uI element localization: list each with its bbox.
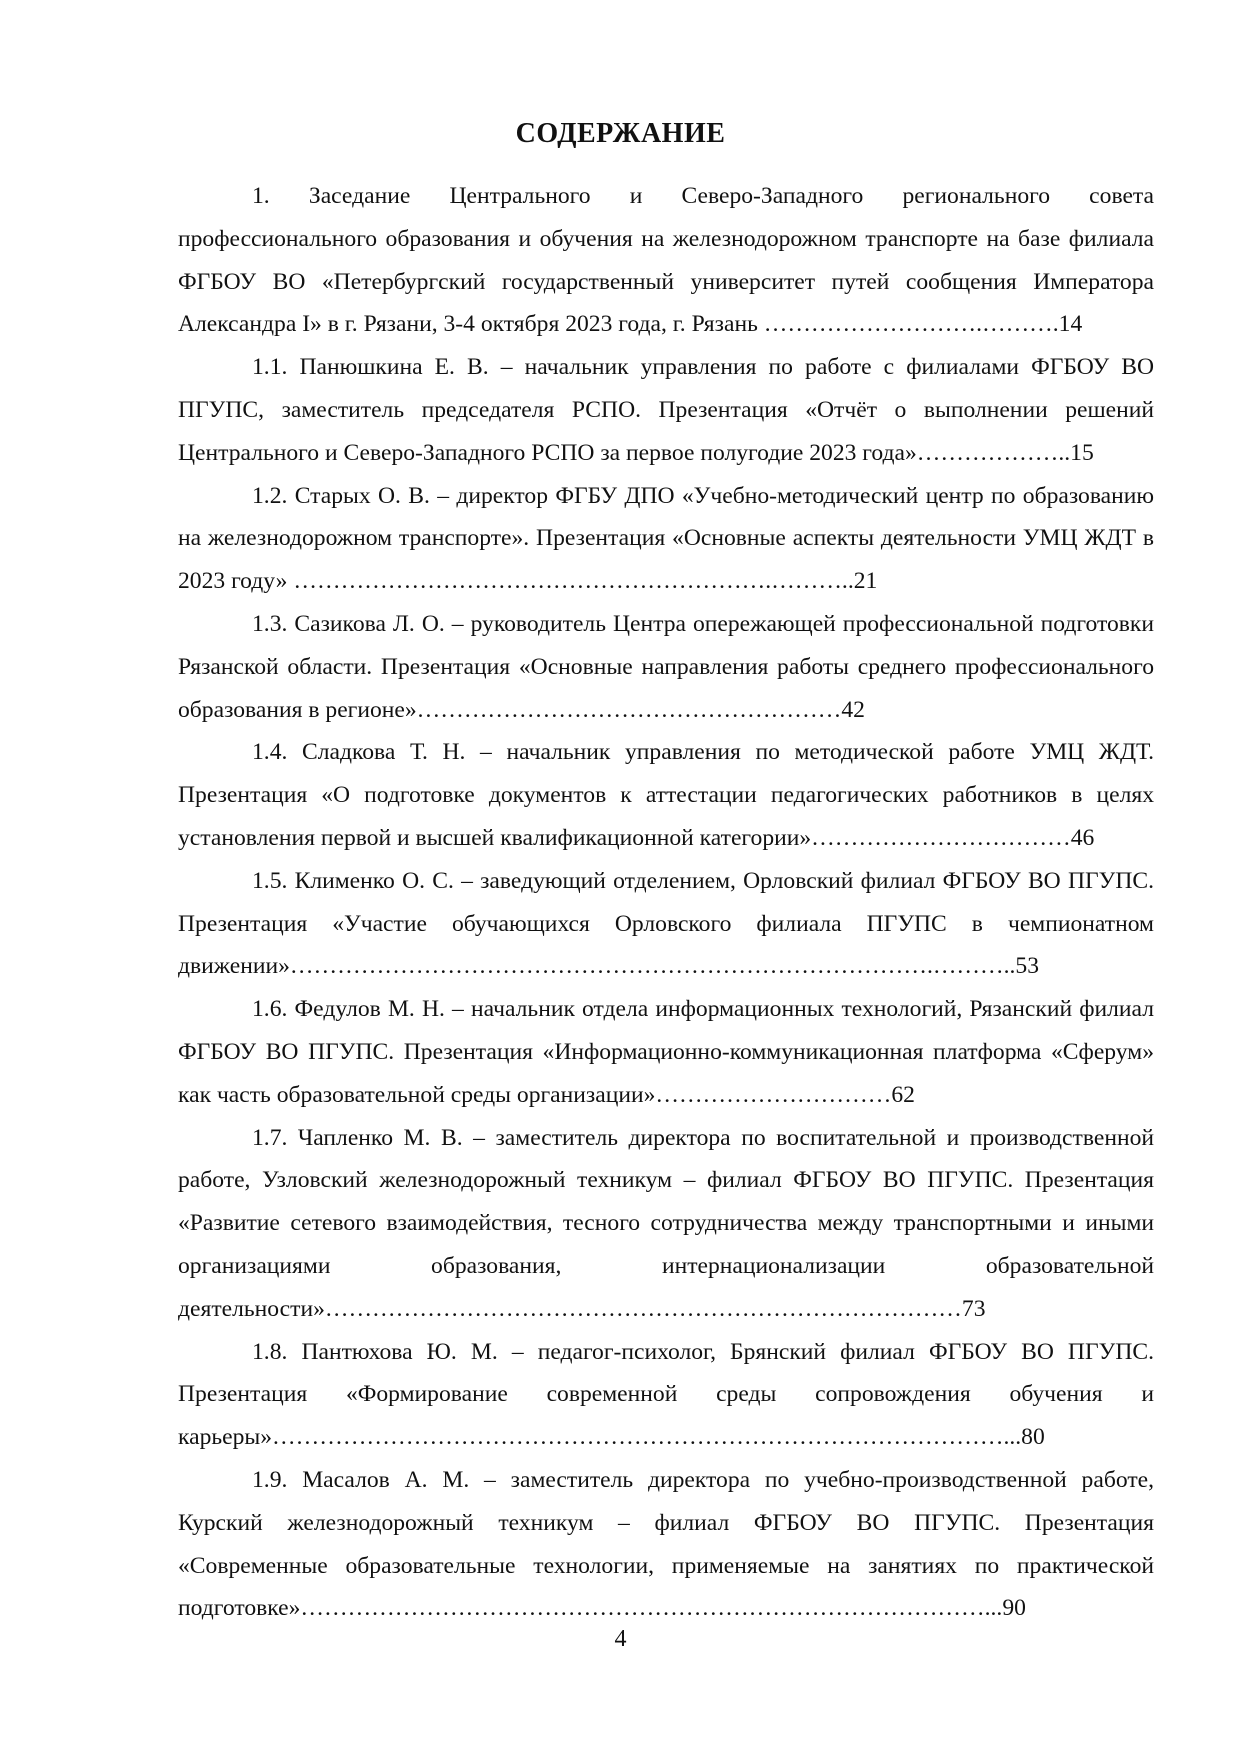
toc-entry-number: 1. (252, 183, 270, 209)
toc-entry-page: 15 (1070, 439, 1094, 466)
toc-entry-page: 14 (1058, 311, 1083, 338)
toc-entry-text: Заседание Центрального и Северо-Западного регионального совета профессионального образования и обучения на железнодорожном транспорте на базе филиала ФГБОУ ВО «Петербургский государственный университет путей сообщения Императора Александра I» в г. Рязани, 3-4 октября 2023 года, г. Рязань ……………………….………. (178, 183, 1154, 338)
toc-entry (178, 1331, 1154, 1459)
toc-entry (178, 175, 1154, 346)
toc-entry-number: 1.9. (252, 1466, 288, 1493)
toc-entry (178, 1117, 1154, 1331)
toc-entry-text: Сладкова Т. Н. – начальник управления по методической работе УМЦ ЖДТ. Презентация «О подготовке документов к аттестации педагогических работников в целях установления первой и высшей квалификационной категории»…………………………… (178, 739, 1154, 851)
toc-entry-text: Пантюхова Ю. М. – педагог-психолог, Брянский филиал ФГБОУ ВО ПГУПС. Презентация «Формирование современной среды сопровождения обучения и карьеры»…………………………………………………………………………………... (178, 1338, 1154, 1451)
toc-entry-text: Масалов А. М. – заместитель директора по учебно-производственной работе, Курский железнодорожный техникум – филиал ФГБОУ ВО ПГУПС. Презентация «Современные образовательные технологии, применяемые на занятиях по практической подготовке»……………………………………………………………………………... (178, 1466, 1154, 1622)
page-title: СОДЕРЖАНИЕ (515, 118, 726, 149)
toc-entry-number: 1.4. (252, 739, 288, 766)
toc-entry-number: 1.5. (252, 867, 288, 894)
table-of-contents (178, 175, 1154, 1630)
toc-entry (178, 475, 1154, 603)
toc-entry-text: Сазикова Л. О. – руководитель Центра опережающей профессиональной подготовки Рязанской области. Презентация «Основные направления работы среднего профессионального образования в регионе»……………………………………………… (178, 610, 1154, 723)
toc-entry (178, 346, 1154, 474)
toc-entry (178, 731, 1154, 859)
toc-entry-page: 21 (853, 568, 878, 595)
toc-entry-number: 1.1. (252, 354, 288, 381)
toc-entry (178, 860, 1154, 988)
toc-entry-number: 1.8. (252, 1338, 288, 1365)
page-number: 4 (614, 1626, 627, 1652)
toc-entry-page: 80 (1021, 1424, 1045, 1451)
toc-entry-page: 62 (891, 1081, 915, 1108)
toc-entry-page: 73 (961, 1295, 986, 1322)
toc-entry-page: 53 (1015, 953, 1040, 980)
toc-entry (178, 603, 1154, 731)
toc-entry-page: 46 (1070, 824, 1095, 851)
toc-entry-number: 1.7. (252, 1124, 288, 1151)
toc-entry-number: 1.6. (252, 996, 288, 1023)
toc-entry-text: Федулов М. Н. – начальник отдела информационных технологий, Рязанский филиал ФГБОУ ВО ПГУПС. Презентация «Информационно-коммуникационная платформа «Сферум» как часть образовательной среды организации»………………………… (178, 996, 1154, 1108)
toc-entry-text: Клименко О. С. – заведующий отделением, Орловский филиал ФГБОУ ВО ПГУПС. Презентация «Участие обучающихся Орловского филиала ПГУПС в чемпионатном движении»……………………………………………………………………….……….. (178, 867, 1154, 980)
toc-entry-page: 90 (1002, 1595, 1026, 1622)
toc-entry-text: Панюшкина Е. В. – начальник управления по работе с филиалами ФГБОУ ВО ПГУПС, заместитель председателя РСПО. Презентация «Отчёт о выполнении решений Центрального и Северо-Западного РСПО за первое полугодие 2023 года»……………….. (178, 354, 1154, 466)
toc-entry-number: 1.2. (252, 482, 288, 509)
toc-entry-number: 1.3. (252, 610, 288, 637)
toc-entry (178, 988, 1154, 1116)
toc-entry-text: Старых О. В. – директор ФГБУ ДПО «Учебно-методический центр по образованию на железнодорожном транспорте». Презентация «Основные аспекты деятельности УМЦ ЖДТ в 2023 году» …………………………………………………….……….. (178, 482, 1154, 595)
toc-entry-text: Чапленко М. В. – заместитель директора по воспитательной и производственной работе, Узловский железнодорожный техникум – филиал ФГБОУ ВО ПГУПС. Презентация «Развитие сетевого взаимодействия, тесного сотрудничества между транспортными и иными организациями образования, интернационализации образовательной деятельности»……………………………………………………………………… (178, 1124, 1154, 1322)
toc-entry-page: 42 (841, 696, 865, 723)
toc-entry (178, 1459, 1154, 1630)
